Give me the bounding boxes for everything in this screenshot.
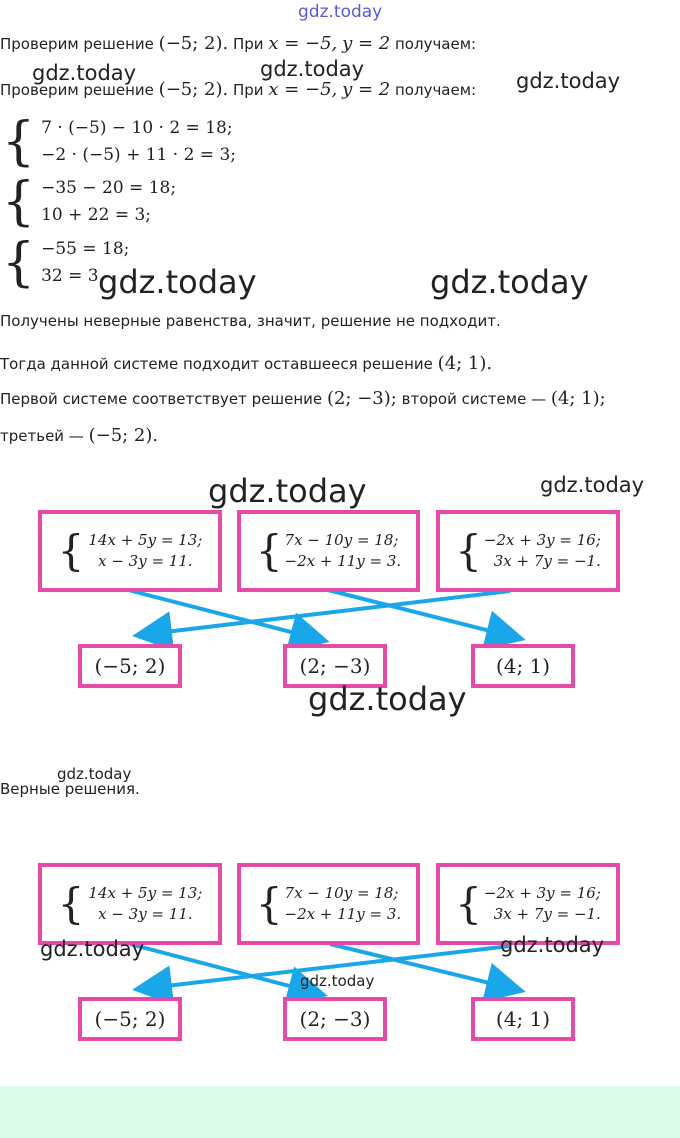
- brace-icon: {: [2, 112, 36, 172]
- system-line: −55 = 18;: [41, 239, 130, 259]
- check-pair: (−5; 2).: [158, 33, 229, 54]
- check-pair: (−5; 2).: [158, 79, 229, 100]
- system-line: 32 = 3.: [41, 266, 104, 286]
- third-pair: (−5; 2).: [88, 425, 159, 446]
- check-x: x = −5,: [268, 33, 338, 54]
- box-equation: 7x − 10y = 18;: [284, 884, 399, 902]
- watermark: gdz.today: [98, 263, 257, 301]
- then-prefix: Тогда данной системе подходит оставшееся решение: [0, 355, 433, 373]
- brace-icon: {: [255, 526, 283, 575]
- answer-box-3: (4; 1): [471, 997, 575, 1041]
- system-box-1: [38, 863, 222, 945]
- box-equation: 14x + 5y = 13;: [88, 531, 203, 549]
- watermark: gdz.today: [32, 61, 137, 85]
- answer-box-2: (2; −3): [283, 997, 387, 1041]
- third-prefix: третьей —: [0, 427, 84, 445]
- answer-box-1: (−5; 2): [78, 644, 182, 688]
- brace-icon: {: [2, 172, 36, 232]
- check-prefix: Проверим решение: [0, 81, 154, 99]
- check-y: y = 2: [342, 33, 391, 54]
- watermark: gdz.today: [430, 263, 589, 301]
- watermark: gdz.today: [260, 57, 365, 81]
- box-equation: −2x + 3y = 16;: [483, 884, 601, 902]
- brace-icon: {: [455, 526, 482, 575]
- footer-band: [0, 1086, 680, 1138]
- system-line: 7 · (−5) − 10 · 2 = 18;: [41, 118, 233, 138]
- watermark: gdz.today: [540, 473, 645, 497]
- first-mid: второй системе —: [401, 390, 547, 408]
- brace-icon: {: [455, 879, 482, 928]
- answer-box-1: (−5; 2): [78, 997, 182, 1041]
- check-mid: При: [233, 35, 264, 53]
- brace-icon: {: [57, 526, 85, 575]
- system-box-2: [237, 863, 420, 945]
- brace-icon: {: [57, 879, 85, 928]
- brace-icon: {: [255, 879, 283, 928]
- system-line: −35 − 20 = 18;: [41, 178, 177, 198]
- box-equation: −2x + 11y = 3.: [284, 552, 402, 570]
- box-equation: 3x + 7y = −1.: [493, 905, 601, 923]
- brace-icon: {: [2, 233, 36, 293]
- check-x: x = −5,: [268, 79, 338, 100]
- first-pair: (2; −3);: [326, 388, 397, 409]
- box-equation: x − 3y = 11.: [98, 552, 193, 570]
- check-mid: При: [233, 81, 264, 99]
- answer-box-2: (2; −3): [283, 644, 387, 688]
- arrow-line: [140, 591, 510, 635]
- box-equation: 7x − 10y = 18;: [284, 531, 399, 549]
- watermark: gdz.today: [516, 69, 621, 93]
- system-line: −2 · (−5) + 11 · 2 = 3;: [41, 145, 236, 165]
- box-equation: x − 3y = 11.: [98, 905, 193, 923]
- box-equation: 14x + 5y = 13;: [88, 884, 203, 902]
- watermark: gdz.today: [500, 933, 605, 957]
- watermark: gdz.today: [40, 937, 145, 961]
- then-pair: (4; 1).: [437, 353, 493, 374]
- check-prefix: Проверим решение: [0, 35, 154, 53]
- system-box-2: [237, 510, 420, 592]
- check-y: y = 2: [342, 79, 391, 100]
- first-prefix: Первой системе соответствует решение: [0, 390, 323, 408]
- box-equation: −2x + 3y = 16;: [483, 531, 601, 549]
- second-pair: (4; 1);: [550, 388, 606, 409]
- system-box-1: [38, 510, 222, 592]
- arrow-line: [328, 590, 518, 638]
- box-equation: 3x + 7y = −1.: [493, 552, 601, 570]
- watermark: gdz.today: [308, 680, 467, 718]
- check-suffix: получаем:: [395, 35, 477, 53]
- correct-label: Верные решения.: [0, 780, 140, 798]
- watermark: gdz.today: [57, 765, 132, 783]
- watermark: gdz.today: [208, 472, 367, 510]
- watermark: gdz.today: [300, 972, 375, 990]
- system-line: 10 + 22 = 3;: [41, 205, 152, 225]
- watermark: gdz.today: [298, 2, 383, 22]
- system-box-3: [436, 510, 620, 592]
- check-suffix: получаем:: [395, 81, 477, 99]
- wrong-text: Получены неверные равенства, значит, решение не подходит.: [0, 312, 501, 330]
- answer-box-3: (4; 1): [471, 644, 575, 688]
- box-equation: −2x + 11y = 3.: [284, 905, 402, 923]
